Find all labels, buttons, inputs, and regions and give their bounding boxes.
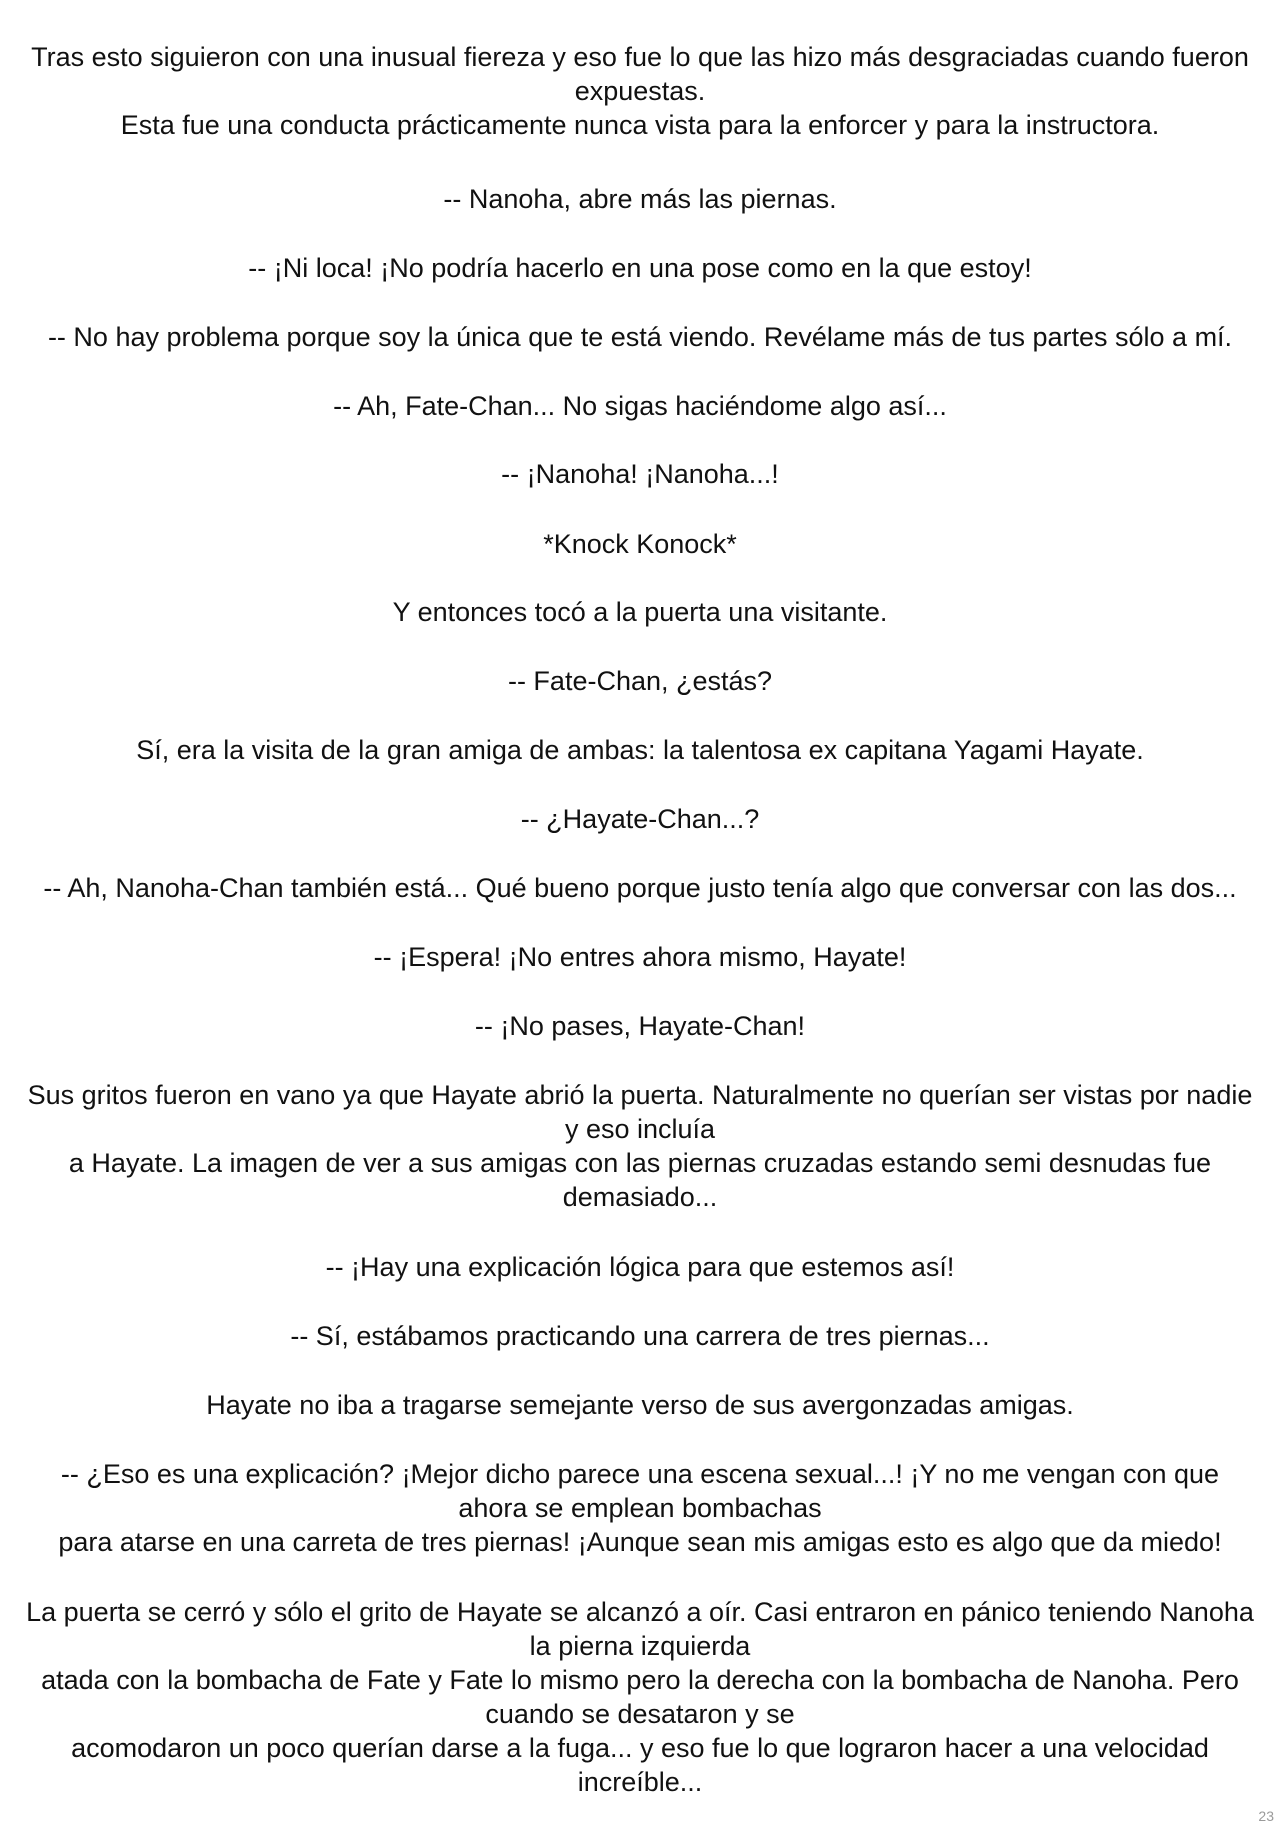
text-line: -- Ah, Fate-Chan... No sigas haciéndome algo así... bbox=[333, 391, 947, 421]
text-line: -- ¿Eso es una explicación? ¡Mejor dicho parece una escena sexual...! ¡Y no me vengan con que bbox=[60, 1459, 1220, 1489]
text-line: -- ¡Nanoha! ¡Nanoha...! bbox=[501, 459, 779, 489]
text-line: Sus gritos fueron en vano ya que Hayate abrió la puerta. Naturalmente no querían ser vistas por nadie bbox=[27, 1080, 1253, 1110]
paragraph-12 bbox=[0, 940, 1280, 974]
paragraph-16 bbox=[0, 1319, 1280, 1353]
paragraph-10 bbox=[0, 802, 1280, 836]
paragraph-0 bbox=[0, 40, 1280, 142]
text-line: -- Fate-Chan, ¿estás? bbox=[507, 666, 773, 696]
paragraph-19 bbox=[0, 1595, 1280, 1799]
paragraph-13 bbox=[0, 1009, 1280, 1043]
paragraph-6 bbox=[0, 527, 1280, 561]
paragraph-15 bbox=[0, 1250, 1280, 1284]
text-line: ahora se emplean bombachas bbox=[458, 1493, 822, 1523]
paragraph-2 bbox=[0, 251, 1280, 285]
paragraph-7 bbox=[0, 595, 1280, 629]
paragraph-14 bbox=[0, 1078, 1280, 1214]
paragraph-11 bbox=[0, 871, 1280, 905]
text-line: -- ¿Hayate-Chan...? bbox=[520, 804, 760, 834]
paragraph-8 bbox=[0, 664, 1280, 698]
text-line: -- Nanoha, abre más las piernas. bbox=[443, 184, 837, 214]
text-line: *Knock Konock* bbox=[543, 529, 737, 559]
text-line: Sí, era la visita de la gran amiga de ambas: la talentosa ex capitana Yagami Hayate. bbox=[136, 735, 1144, 765]
text-line: cuando se desataron y se bbox=[485, 1699, 795, 1729]
paragraph-9 bbox=[0, 733, 1280, 767]
text-line: para atarse en una carreta de tres piernas! ¡Aunque sean mis amigas esto es algo que da miedo! bbox=[58, 1527, 1222, 1557]
page-number: 23 bbox=[1258, 1808, 1274, 1824]
text-line: -- No hay problema porque soy la única que te está viendo. Revélame más de tus partes sólo a mí. bbox=[47, 322, 1233, 352]
text-line: -- Ah, Nanoha-Chan también está... Qué bueno porque justo tenía algo que conversar con las dos... bbox=[43, 873, 1237, 903]
text-line: expuestas. bbox=[574, 76, 706, 106]
paragraph-4 bbox=[0, 389, 1280, 423]
text-line: Hayate no iba a tragarse semejante verso de sus avergonzadas amigas. bbox=[206, 1390, 1074, 1420]
paragraph-1 bbox=[0, 182, 1280, 216]
text-line: y eso incluía bbox=[564, 1114, 716, 1144]
paragraph-5 bbox=[0, 457, 1280, 491]
text-line: -- ¡Espera! ¡No entres ahora mismo, Hayate! bbox=[373, 942, 907, 972]
text-line: atada con la bombacha de Fate y Fate lo mismo pero la derecha con la bombacha de Nanoha. Pero bbox=[41, 1665, 1239, 1695]
text-line: Esta fue una conducta prácticamente nunca vista para la enforcer y para la instructora. bbox=[120, 110, 1160, 140]
text-line: -- ¡Ni loca! ¡No podría hacerlo en una pose como en la que estoy! bbox=[248, 253, 1032, 283]
text-line: Tras esto siguieron con una inusual fiereza y eso fue lo que las hizo más desgraciadas cuando fueron bbox=[31, 42, 1249, 72]
text-line: -- ¡No pases, Hayate-Chan! bbox=[474, 1011, 806, 1041]
text-line: la pierna izquierda bbox=[529, 1631, 751, 1661]
text-line: increíble... bbox=[577, 1767, 703, 1797]
text-line: Y entonces tocó a la puerta una visitante. bbox=[392, 597, 888, 627]
paragraph-18 bbox=[0, 1457, 1280, 1559]
text-line: -- Sí, estábamos practicando una carrera de tres piernas... bbox=[290, 1321, 990, 1351]
text-line: La puerta se cerró y sólo el grito de Hayate se alcanzó a oír. Casi entraron en pánico teniendo Nanoha bbox=[26, 1597, 1254, 1627]
text-line: demasiado... bbox=[562, 1182, 718, 1212]
paragraph-3 bbox=[0, 320, 1280, 354]
text-line: acomodaron un poco querían darse a la fuga... y eso fue lo que lograron hacer a una velocidad bbox=[71, 1733, 1209, 1763]
text-line: -- ¡Hay una explicación lógica para que estemos así! bbox=[325, 1252, 955, 1282]
text-line: a Hayate. La imagen de ver a sus amigas con las piernas cruzadas estando semi desnudas fue bbox=[68, 1148, 1212, 1178]
paragraph-17 bbox=[0, 1388, 1280, 1422]
